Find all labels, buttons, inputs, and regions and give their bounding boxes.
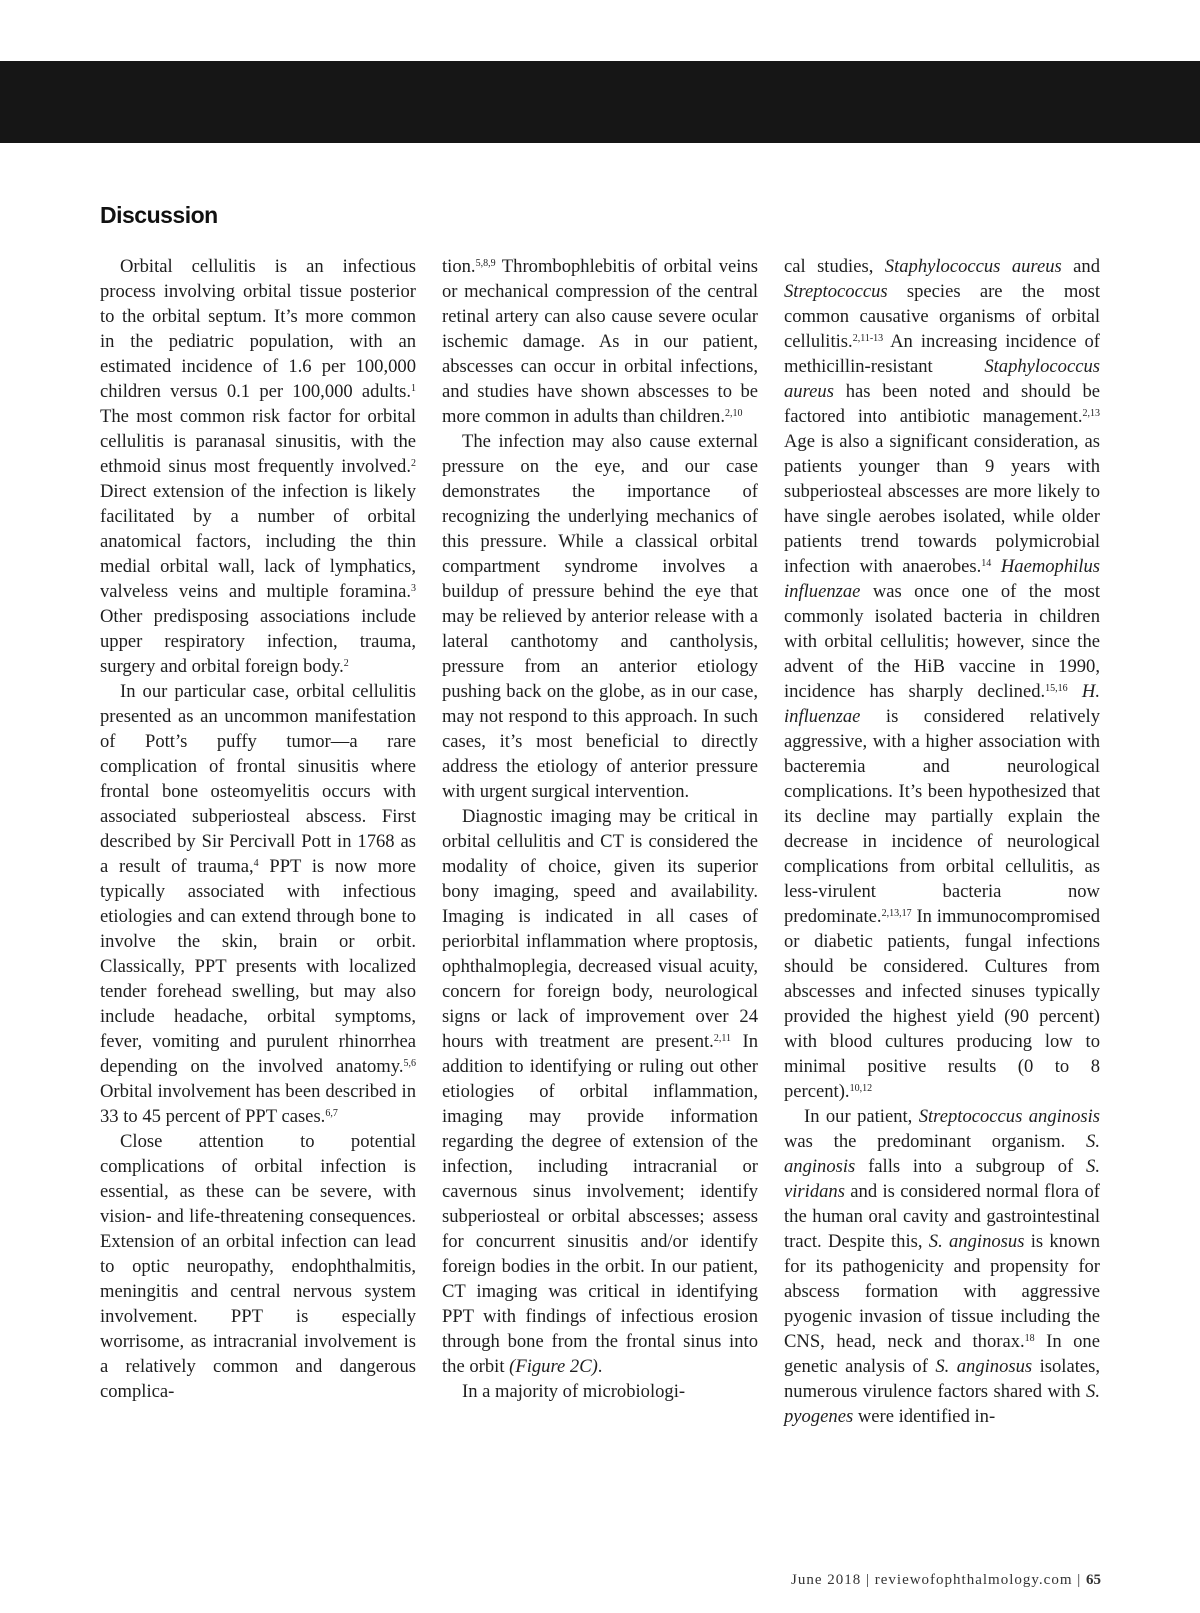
citation: 15,16: [1045, 683, 1068, 694]
citation: 6,7: [325, 1108, 338, 1119]
paragraph: The infection may also cause external pressure on the eye, and our case demonstrates the importance of recognizing the underlying mechanics of this pressure. While a classical orbital compartment syndrome involves a buildup of pressure behind the eye that may be relieved by anterior release with a lateral canthotomy and cantholysis, pressure from an anterior etiology pushing back on the globe, as in our case, may not respond to this approach. In such cases, it’s most beneficial to directly address the etiology of anterior pressure with urgent surgical intervention.: [442, 431, 758, 802]
paragraph: Diagnostic imaging may be critical in orbital cellulitis and CT is considered the modality of choice, given its superior bony imaging, speed and availability. Imaging is indicated in all cases of periorbital inflammation where proptosis, ophthalmoplegia, decreased visual acuity, concern for foreign body, neurological signs or lack of improvement over 24 hours with treatment are present.$^{2,11}$ In addition to identifying or ruling out other etiologies of orbital inflammation, imaging may provide information regarding the degree of extension of the infection, including intracranial or cavernous sinus involvement; identify subperiosteal or orbital abscesses; assess for concurrent sinusitis and/or identify foreign bodies in the orbit. In our patient, CT imaging was critical in identifying PPT with findings of infectious erosion through bone from the frontal sinus into the orbit (Figure 2C).: [442, 806, 759, 1377]
figure-reference: (Figure 2C): [509, 1356, 598, 1377]
citation: 2,11: [713, 1033, 731, 1044]
citation: 2,10: [724, 408, 743, 419]
citation: 14: [981, 558, 992, 569]
text-column-3: [784, 254, 1100, 1429]
site-name: reviewofophthalmology.com: [874, 1572, 1073, 1588]
text-column-1: [100, 254, 416, 1404]
paragraph: tion.$^{5,8,9}$ Thrombophlebitis of orbital veins or mechanical compression of the central retinal artery can also cause severe ocular ischemic damage. As in our patient, abscesses can occur in orbital infections, and studies have shown abscesses to be more common in adults than children.$^{2,10}$: [442, 256, 758, 427]
page-footer: [791, 1572, 1101, 1589]
issue-date: June 2018: [790, 1572, 862, 1588]
paragraph: Close attention to potential complications of orbital infection is essential, as these can be severe, with vision- and life-threatening consequences. Extension of an orbital infection can lead to optic neuropathy, endophthalmitis, meningitis and central nervous system involvement. PPT is especially worrisome, as intracranial involvement is a relatively common and dangerous complica-: [100, 1131, 416, 1402]
footer-separator: |: [1077, 1572, 1082, 1588]
text-column-2: [442, 254, 758, 1404]
footer-separator: |: [865, 1572, 870, 1588]
citation: 2: [343, 658, 349, 669]
citation: 10,12: [849, 1083, 873, 1094]
citation: 2,11-13: [852, 333, 884, 344]
citation: 3: [411, 583, 416, 594]
paragraph: In our particular case, orbital cellulitis presented as an uncommon manifestation of Pott’s puffy tumor—a rare complication of frontal sinusitis where frontal bone osteomyelitis occurs with associated subperiosteal abscess. First described by Sir Percivall Pott in 1768 as a result of trauma,$^4$ PPT is now more typically associated with infectious etiologies and can extend through bone to involve the skin, brain or orbit. Classically, PPT presents with localized tender forehead swelling, but may also include headache, orbital symptoms, fever, vomiting and purulent rhinorrhea depending on the involved anatomy.$^{5,6}$ Orbital involvement has been described in 33 to 45 percent of PPT cases.$^{6,7}$: [100, 681, 416, 1127]
citation: 5,6: [403, 1058, 416, 1069]
citation: 18: [1024, 1333, 1035, 1344]
citation: 5,8,9: [475, 258, 496, 269]
citation: 4: [253, 858, 259, 869]
header-band: [0, 61, 1200, 143]
page-number: 65: [1086, 1572, 1101, 1588]
paragraph: Orbital cellulitis is an infectious process involving orbital tissue posterior to the orbital septum. It’s more common in the pediatric population, with an estimated incidence of 1.6 per 100,000 children versus 0.1 per 100,000 adults.$^1$ The most common risk factor for orbital cellulitis is paranasal sinusitis, with the ethmoid sinus most frequently involved.$^2$ Direct extension of the infection is likely facilitated by a number of orbital anatomical factors, including the thin medial orbital wall, lack of lymphatics, valveless veins and multiple foramina.$^3$ Other predisposing associations include upper respiratory infection, trauma, surgery and orbital foreign body.$^2$: [100, 256, 416, 677]
citation: 2: [411, 458, 416, 469]
section-heading: Discussion: [100, 202, 218, 228]
citation: 2,13: [1082, 408, 1100, 419]
paragraph: cal studies, Staphylococcus aureus and Streptococcus species are the most common causative organisms of orbital cellulitis.$^{2,11-13}$ An increasing incidence of methicillin-resistant Staphylococcus aureus has been noted and should be factored into antibiotic management.$^{2,13}$ Age is also a significant consideration, as patients younger than 9 years with subperiosteal abscesses are more likely to have single aerobes isolated, while older patients trend towards polymicrobial infection with anaerobes.$^{14}$ Haemophilus influenzae was once one of the most commonly isolated bacteria in children with orbital cellulitis; however, since the advent of the HiB vaccine in 1990, incidence has sharply declined.$^{15,16}$ H. influenzae is considered relatively aggressive, with a higher association with bacteremia and neurological complications. It’s been hypothesized that its decline may partially explain the decrease in incidence of neurological complications from orbital cellulitis, as less-virulent bacteria now predominate.$^{2,13,17}$ In immunocompromised or diabetic patients, fungal infections should be considered. Cultures from abscesses and infected sinuses typically provided the highest yield (90 percent) with blood cultures producing low to minimal positive results (0 to 8 percent).$^{10,12}$: [784, 256, 1101, 1102]
paragraph: In a majority of microbiologi-: [462, 1381, 686, 1402]
citation: 2,13,17: [881, 908, 912, 919]
paragraph: In our patient, Streptococcus anginosis was the predominant organism. S. anginosis falls into a subgroup of S. viridans and is considered normal flora of the human oral cavity and gastrointestinal tract. Despite this, S. anginosus is known for its pathogenicity and propensity for abscess formation with aggressive pyogenic invasion of tissue including the CNS, head, neck and thorax.$^{18}$ In one genetic analysis of S. anginosus isolates, numerous virulence factors shared with S. pyogenes were identified in-: [784, 1106, 1101, 1427]
citation: 1: [411, 383, 416, 394]
